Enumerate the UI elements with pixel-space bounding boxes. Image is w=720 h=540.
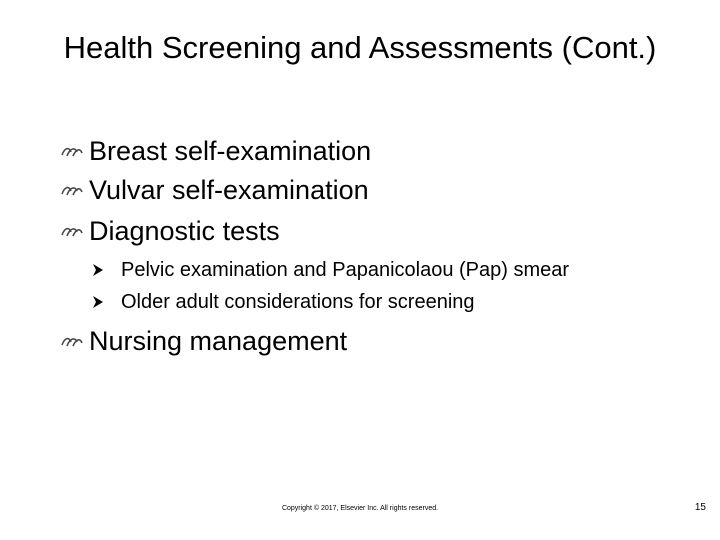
bullet-text: Breast self-examination — [89, 136, 372, 166]
sub-bullet-text: Pelvic examination and Papanicolaou (Pap) smear — [121, 259, 570, 281]
bullet-text: Diagnostic tests — [89, 216, 280, 246]
sub-bullet-text: Older adult considerations for screening — [121, 291, 475, 313]
page-number: 15 — [694, 502, 706, 513]
slide-title: Health Screening and Assessments (Cont.) — [63, 30, 657, 65]
copyright-footer: Copyright © 2017, Elsevier Inc. All rights reserved. — [281, 505, 439, 512]
bullet-text: Vulvar self-examination — [89, 175, 369, 205]
hand-wave-bullet-icon — [60, 333, 84, 349]
hand-wave-bullet-icon — [60, 143, 84, 159]
hand-wave-bullet-icon — [60, 182, 84, 198]
arrowhead-bullet-icon — [92, 295, 104, 309]
bullet-text: Nursing management — [89, 326, 348, 356]
arrowhead-bullet-icon — [92, 263, 104, 277]
hand-wave-bullet-icon — [60, 223, 84, 239]
